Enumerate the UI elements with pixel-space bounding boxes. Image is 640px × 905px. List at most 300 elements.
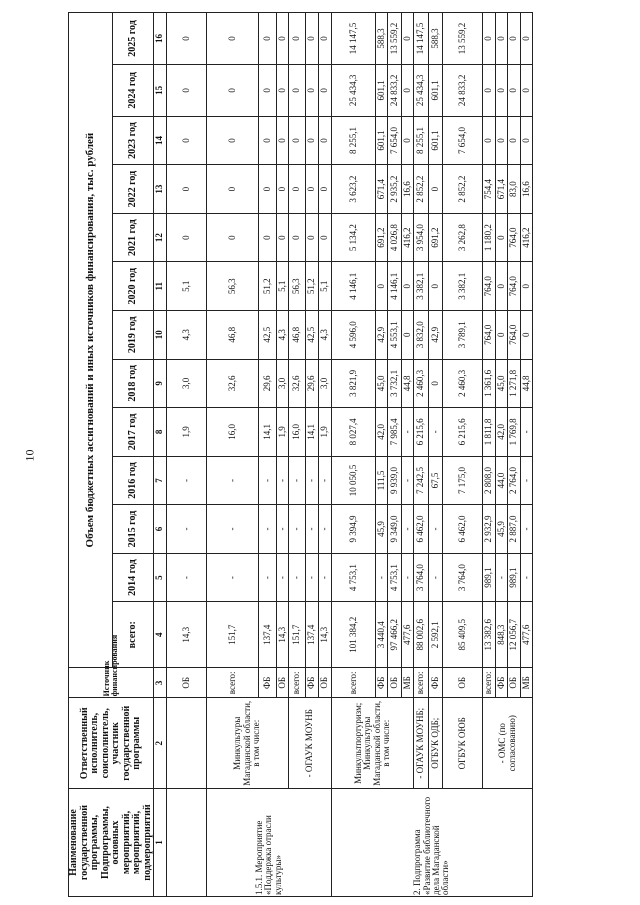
year-value-cell: 6 462,0 (443, 505, 483, 554)
year-value-cell: 0 (521, 116, 533, 165)
year-value-cell: 1 811,8 (483, 408, 496, 457)
year-value-cell: 42,5 (306, 311, 319, 360)
year-value-cell: 2 852,2 (443, 165, 483, 214)
year-value-cell: 0 (319, 116, 332, 165)
year-value-cell: 2 460,3 (443, 359, 483, 408)
year-value-cell: - (402, 553, 414, 602)
year-value-cell: 0 (167, 165, 207, 214)
year-value-cell: 7 985,4 (388, 408, 402, 457)
year-value-cell: 0 (306, 116, 319, 165)
total-value-cell: 477,6 (521, 602, 533, 668)
year-value-cell: 0 (508, 116, 521, 165)
year-value-cell: 764,0 (483, 262, 496, 311)
year-value-cell: 5 134,2 (332, 213, 376, 262)
year-value-cell: 83,0 (508, 165, 521, 214)
total-value-cell: 3 440,4 (376, 602, 388, 668)
year-value-cell: 0 (402, 262, 414, 311)
executor-cell: - ОГАУК МОУНБ; (414, 698, 429, 789)
column-index: 14 (154, 116, 167, 165)
year-value-cell: - (259, 505, 277, 554)
year-value-cell: - (167, 505, 207, 554)
year-value-cell: 0 (207, 165, 259, 214)
year-value-cell: 32,6 (207, 359, 259, 408)
year-value-cell: 0 (167, 13, 207, 65)
source-cell: ОБ (167, 668, 207, 698)
program-cell (167, 789, 207, 897)
year-value-cell: 0 (277, 213, 289, 262)
year-value-cell: 44,8 (402, 359, 414, 408)
year-value-cell: 0 (483, 116, 496, 165)
source-cell: ФБ (306, 668, 319, 698)
column-index: 2 (154, 698, 167, 789)
year-value-cell: 56,3 (207, 262, 259, 311)
year-value-cell: 691,2 (376, 213, 388, 262)
year-value-cell: 691,2 (429, 213, 443, 262)
program-cell: 1.5.1. Мероприятие «Поддержка отрасли культуры» (207, 789, 332, 897)
year-value-cell: 51,2 (259, 262, 277, 311)
total-value-cell: 14,3 (319, 602, 332, 668)
source-cell: МБ (402, 668, 414, 698)
total-value-cell: 137,4 (259, 602, 277, 668)
table-row (167, 13, 207, 897)
year-value-cell: 0 (319, 13, 332, 65)
year-value-cell: 29,6 (306, 359, 319, 408)
budget-table (68, 12, 533, 897)
year-value-cell: - (277, 456, 289, 505)
column-index: 10 (154, 311, 167, 360)
header-year: 2020 год (113, 262, 154, 311)
year-value-cell: - (277, 553, 289, 602)
year-value-cell: - (167, 456, 207, 505)
year-value-cell: 42,9 (376, 311, 388, 360)
page-number: 10 (22, 449, 37, 462)
column-index: 1 (154, 789, 167, 897)
executor-cell: Минкультпортуризм; Минкультуры Магаданской области, в том числе: (332, 698, 414, 789)
year-value-cell: 764,0 (508, 262, 521, 311)
year-value-cell: 3 382,1 (443, 262, 483, 311)
column-index: 4 (154, 602, 167, 668)
total-value-cell: 101 384,2 (332, 602, 376, 668)
header-year: 2023 год (113, 116, 154, 165)
year-value-cell: 14,1 (259, 408, 277, 457)
year-value-cell: 0 (306, 13, 319, 65)
year-value-cell: 0 (207, 116, 259, 165)
total-value-cell: 97 466,2 (388, 602, 402, 668)
year-value-cell: - (306, 505, 319, 554)
year-value-cell: 16,0 (207, 408, 259, 457)
year-value-cell: 0 (306, 213, 319, 262)
year-value-cell: - (259, 456, 277, 505)
column-index: 16 (154, 13, 167, 65)
year-value-cell: 7 242,5 (414, 456, 429, 505)
year-value-cell: 3 764,0 (414, 553, 429, 602)
year-value-cell: 0 (521, 64, 533, 116)
year-value-cell: 4 146,1 (332, 262, 376, 311)
year-value-cell: 671,4 (376, 165, 388, 214)
year-value-cell: 0 (259, 64, 277, 116)
year-value-cell: 4,3 (319, 311, 332, 360)
year-value-cell: 29,6 (259, 359, 277, 408)
year-value-cell: - (429, 553, 443, 602)
year-value-cell: 0 (277, 116, 289, 165)
year-value-cell: 0 (402, 13, 414, 65)
year-value-cell: 8 027,4 (332, 408, 376, 457)
source-cell: всего: (414, 668, 429, 698)
total-value-cell: 88 002,6 (414, 602, 429, 668)
year-value-cell: 0 (496, 13, 508, 65)
year-value-cell: 0 (521, 13, 533, 65)
year-value-cell: 989,1 (483, 553, 496, 602)
year-value-cell: 42,0 (496, 408, 508, 457)
source-cell: ФБ (376, 668, 388, 698)
year-value-cell: 16,6 (521, 165, 533, 214)
year-value-cell: 0 (429, 359, 443, 408)
year-value-cell: 0 (259, 116, 277, 165)
table-row (289, 13, 306, 897)
year-value-cell: 764,0 (483, 311, 496, 360)
year-value-cell: 0 (259, 13, 277, 65)
table-row (332, 13, 376, 897)
year-value-cell: 0 (289, 165, 306, 214)
header-total: всего: (113, 602, 154, 668)
year-value-cell: - (429, 505, 443, 554)
year-value-cell: - (319, 553, 332, 602)
year-value-cell: - (207, 553, 259, 602)
year-value-cell: 989,1 (508, 553, 521, 602)
year-value-cell: 0 (277, 165, 289, 214)
year-value-cell: 44,0 (496, 456, 508, 505)
year-value-cell: 9 394,9 (332, 505, 376, 554)
header-year: 2024 год (113, 64, 154, 116)
year-value-cell: 0 (402, 116, 414, 165)
year-value-cell: 0 (496, 213, 508, 262)
year-value-cell: 5,1 (319, 262, 332, 311)
column-index: 11 (154, 262, 167, 311)
year-value-cell: 44,8 (521, 359, 533, 408)
year-value-cell: 1,9 (319, 408, 332, 457)
year-value-cell: 42,0 (376, 408, 388, 457)
year-value-cell: 32,6 (289, 359, 306, 408)
year-value-cell: 45,0 (496, 359, 508, 408)
source-cell: ОБ (319, 668, 332, 698)
year-value-cell: 42,9 (429, 311, 443, 360)
year-value-cell: 3,0 (167, 359, 207, 408)
year-value-cell: 3 789,1 (443, 311, 483, 360)
table-row (483, 13, 496, 897)
year-value-cell: 3 764,0 (443, 553, 483, 602)
year-value-cell: 0 (167, 116, 207, 165)
column-index: 13 (154, 165, 167, 214)
column-index: 7 (154, 456, 167, 505)
year-value-cell: 2 764,0 (508, 456, 521, 505)
executor-cell: ОГБУК ОДБ; (429, 698, 443, 789)
year-value-cell: - (521, 408, 533, 457)
table-row (207, 13, 259, 897)
year-value-cell: 0 (402, 311, 414, 360)
year-value-cell: 45,0 (376, 359, 388, 408)
year-value-cell: 4 753,1 (388, 553, 402, 602)
year-value-cell: 4 026,8 (388, 213, 402, 262)
column-index: 5 (154, 553, 167, 602)
total-value-cell: 151,7 (289, 602, 306, 668)
year-value-cell: - (319, 456, 332, 505)
year-value-cell: 0 (289, 64, 306, 116)
year-value-cell: 14,1 (306, 408, 319, 457)
year-value-cell: 0 (306, 165, 319, 214)
header-source: Источник финансирования (69, 668, 154, 698)
source-cell: ФБ (259, 668, 277, 698)
year-value-cell: 601,1 (376, 116, 388, 165)
year-value-cell: 764,0 (508, 213, 521, 262)
source-cell: МБ (521, 668, 533, 698)
year-value-cell: 0 (259, 213, 277, 262)
year-value-cell: 601,1 (376, 64, 388, 116)
year-value-cell: 3 821,9 (332, 359, 376, 408)
year-value-cell: 0 (508, 13, 521, 65)
year-value-cell: 1 361,6 (483, 359, 496, 408)
year-value-cell: 56,3 (289, 262, 306, 311)
year-value-cell: 0 (429, 262, 443, 311)
year-value-cell: 7 654,0 (443, 116, 483, 165)
year-value-cell: 1,9 (277, 408, 289, 457)
executor-cell: - ОМС (по согласованию) (483, 698, 533, 789)
year-value-cell: 0 (496, 311, 508, 360)
year-value-cell: 0 (306, 64, 319, 116)
year-value-cell: - (521, 505, 533, 554)
year-value-cell: 1 769,8 (508, 408, 521, 457)
year-value-cell: 0 (167, 64, 207, 116)
year-value-cell: 1 271,8 (508, 359, 521, 408)
year-value-cell: 2 852,2 (414, 165, 429, 214)
year-value-cell: 111,5 (376, 456, 388, 505)
year-value-cell: 0 (289, 116, 306, 165)
year-value-cell: - (306, 553, 319, 602)
year-value-cell: 0 (207, 213, 259, 262)
table-row (429, 13, 443, 897)
total-value-cell: 848,3 (496, 602, 508, 668)
column-index: 8 (154, 408, 167, 457)
year-value-cell: 4,3 (277, 311, 289, 360)
source-cell: ОБ (508, 668, 521, 698)
year-value-cell: - (277, 505, 289, 554)
year-value-cell: - (521, 553, 533, 602)
year-value-cell: - (376, 553, 388, 602)
year-value-cell: 0 (289, 213, 306, 262)
year-value-cell: 0 (496, 262, 508, 311)
year-value-cell: 8 255,1 (332, 116, 376, 165)
year-value-cell: 6 215,6 (414, 408, 429, 457)
year-value-cell: 14 147,5 (414, 13, 429, 65)
year-value-cell: 0 (496, 116, 508, 165)
year-value-cell: 2 935,2 (388, 165, 402, 214)
header-year: 2019 год (113, 311, 154, 360)
year-value-cell: 3 832,0 (414, 311, 429, 360)
year-value-cell: 0 (521, 262, 533, 311)
year-value-cell: 0 (207, 13, 259, 65)
year-value-cell: - (306, 456, 319, 505)
executor-cell (167, 698, 207, 789)
year-value-cell: 671,4 (496, 165, 508, 214)
year-value-cell: - (207, 456, 259, 505)
year-value-cell: 2 887,0 (508, 505, 521, 554)
year-value-cell: 45,9 (376, 505, 388, 554)
total-value-cell: 477,6 (402, 602, 414, 668)
year-value-cell: 6 462,0 (414, 505, 429, 554)
year-value-cell: 3 262,8 (443, 213, 483, 262)
year-value-cell: 46,8 (207, 311, 259, 360)
header-year: 2021 год (113, 213, 154, 262)
year-value-cell: 0 (508, 64, 521, 116)
source-cell: всего: (332, 668, 376, 698)
budget-table-rotated (68, 12, 616, 897)
year-value-cell: 4,3 (167, 311, 207, 360)
source-cell: всего: (483, 668, 496, 698)
year-value-cell: 13 559,2 (443, 13, 483, 65)
year-value-cell: 0 (429, 165, 443, 214)
year-value-cell: 588,3 (376, 13, 388, 65)
year-value-cell: 0 (167, 213, 207, 262)
table-row (414, 13, 429, 897)
source-cell: ФБ (496, 668, 508, 698)
year-value-cell: 416,2 (402, 213, 414, 262)
year-value-cell: 7 175,0 (443, 456, 483, 505)
year-value-cell: 42,5 (259, 311, 277, 360)
total-value-cell: 85 409,5 (443, 602, 483, 668)
source-cell: ОБ (277, 668, 289, 698)
year-value-cell: 9 349,0 (388, 505, 402, 554)
executor-cell: Минкультуры Магаданской области, в том числе: (207, 698, 289, 789)
year-value-cell: 24 833,2 (443, 64, 483, 116)
year-value-cell: - (289, 456, 306, 505)
column-index: 6 (154, 505, 167, 554)
source-cell: ОБ (388, 668, 402, 698)
year-value-cell: - (167, 553, 207, 602)
year-value-cell: - (207, 505, 259, 554)
year-value-cell: 588,3 (429, 13, 443, 65)
year-value-cell: 46,8 (289, 311, 306, 360)
year-value-cell: 3 382,1 (414, 262, 429, 311)
total-value-cell: 13 382,6 (483, 602, 496, 668)
year-value-cell: 0 (277, 64, 289, 116)
table-row (443, 13, 483, 897)
source-cell: всего: (289, 668, 306, 698)
header-program: Наименование государственной программы, Подпрограммы, основных мероприятий, мероприятий, подмероприятий (69, 789, 154, 897)
executor-cell: - ОГАУК МОУНБ (289, 698, 332, 789)
column-index-row (154, 13, 167, 897)
year-value-cell: 2 460,3 (414, 359, 429, 408)
total-value-cell: 14,3 (277, 602, 289, 668)
year-value-cell: 16,6 (402, 165, 414, 214)
source-cell: всего: (207, 668, 259, 698)
header-year: 2025 год (113, 13, 154, 65)
year-value-cell: 25 434,3 (414, 64, 429, 116)
header-year: 2015 год (113, 505, 154, 554)
year-value-cell: 14 147,5 (332, 13, 376, 65)
year-value-cell: - (429, 408, 443, 457)
total-value-cell: 151,7 (207, 602, 259, 668)
year-value-cell: - (402, 505, 414, 554)
funding-title: Объем бюджетных ассигнований и иных источников финансирования, тыс. рублей (69, 13, 113, 668)
year-value-cell: 3,0 (277, 359, 289, 408)
year-value-cell: 4 753,1 (332, 553, 376, 602)
year-value-cell: 0 (319, 213, 332, 262)
executor-cell: ОГБУК ОЮБ (443, 698, 483, 789)
year-value-cell: - (259, 553, 277, 602)
column-index: 3 (154, 668, 167, 698)
year-value-cell: 0 (402, 64, 414, 116)
header-year: 2017 год (113, 408, 154, 457)
year-value-cell: 0 (259, 165, 277, 214)
year-value-cell: - (289, 505, 306, 554)
year-value-cell: 0 (277, 13, 289, 65)
year-value-cell: - (521, 456, 533, 505)
year-value-cell: 2 932,9 (483, 505, 496, 554)
year-value-cell: 3 954,0 (414, 213, 429, 262)
year-value-cell: 67,5 (429, 456, 443, 505)
year-value-cell: 0 (521, 311, 533, 360)
column-index: 9 (154, 359, 167, 408)
year-value-cell: - (402, 408, 414, 457)
year-value-cell: 13 559,2 (388, 13, 402, 65)
year-value-cell: 4 146,1 (388, 262, 402, 311)
year-value-cell: 5,1 (167, 262, 207, 311)
year-value-cell: 3 732,1 (388, 359, 402, 408)
header-executor: Ответственный исполнитель, соисполнитель, участник государственной программы (69, 698, 154, 789)
source-cell: ОБ (443, 668, 483, 698)
year-value-cell: 51,2 (306, 262, 319, 311)
year-value-cell: 45,9 (496, 505, 508, 554)
total-value-cell: 14,3 (167, 602, 207, 668)
year-value-cell: 0 (496, 64, 508, 116)
year-value-cell: - (496, 553, 508, 602)
year-value-cell: 0 (289, 13, 306, 65)
year-value-cell: 3 623,2 (332, 165, 376, 214)
year-value-cell: 754,4 (483, 165, 496, 214)
header-year: 2018 год (113, 359, 154, 408)
year-value-cell: 0 (207, 64, 259, 116)
total-value-cell: 137,4 (306, 602, 319, 668)
total-value-cell: 12 056,7 (508, 602, 521, 668)
source-cell: ФБ (429, 668, 443, 698)
year-value-cell: 5,1 (277, 262, 289, 311)
year-value-cell: 0 (319, 64, 332, 116)
year-value-cell: 8 255,1 (414, 116, 429, 165)
year-value-cell: 601,1 (429, 116, 443, 165)
year-value-cell: 2 808,0 (483, 456, 496, 505)
year-value-cell: 1 180,2 (483, 213, 496, 262)
year-value-cell: 1,9 (167, 408, 207, 457)
year-value-cell: 0 (319, 165, 332, 214)
year-value-cell: - (289, 553, 306, 602)
year-value-cell: 4 596,0 (332, 311, 376, 360)
year-value-cell: 0 (483, 64, 496, 116)
header-year: 2016 год (113, 456, 154, 505)
year-value-cell: - (319, 505, 332, 554)
column-index: 15 (154, 64, 167, 116)
year-value-cell: 4 553,1 (388, 311, 402, 360)
column-index: 12 (154, 213, 167, 262)
year-value-cell: 25 434,3 (332, 64, 376, 116)
table-body (167, 13, 533, 897)
year-value-cell: 0 (376, 262, 388, 311)
year-value-cell: 24 833,2 (388, 64, 402, 116)
year-value-cell: 7 654,0 (388, 116, 402, 165)
year-value-cell: 6 215,6 (443, 408, 483, 457)
year-value-cell: 416,2 (521, 213, 533, 262)
year-value-cell: 764,0 (508, 311, 521, 360)
year-value-cell: 0 (483, 13, 496, 65)
year-value-cell: - (402, 456, 414, 505)
